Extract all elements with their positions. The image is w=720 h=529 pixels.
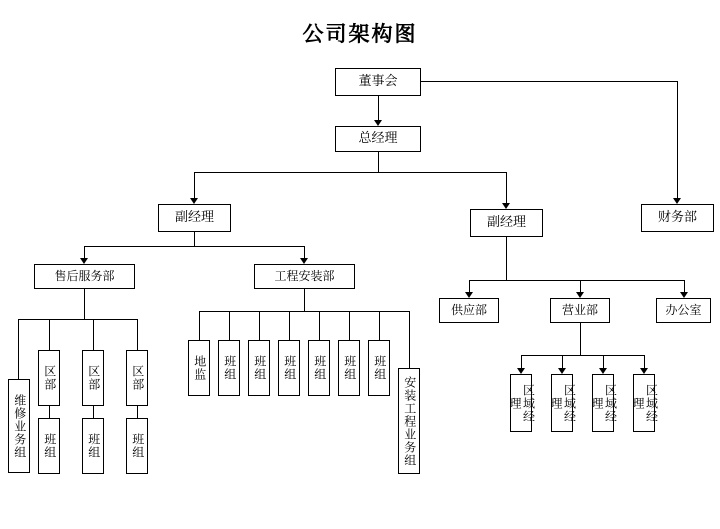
connector-board-finance-h (421, 81, 677, 82)
node-deputy-manager-left[interactable]: 副经理 (158, 204, 231, 232)
connector-dr-to-supply (469, 280, 470, 292)
node-supervisor[interactable]: 地监 (188, 340, 210, 396)
node-region-mgr-2[interactable]: 区域经理 (551, 374, 573, 432)
page-title: 公司架构图 (302, 22, 418, 46)
connector-eng-c6 (379, 311, 380, 340)
node-install-eng-group[interactable]: 安装工程业务组 (398, 368, 420, 474)
connector-as-d2 (93, 319, 94, 350)
connector-dl-bus (84, 246, 305, 247)
connector-sales-bus (521, 355, 644, 356)
connector-as-d3 (137, 319, 138, 350)
connector-eng-bus (199, 311, 409, 312)
node-team-c3[interactable]: 班组 (278, 340, 300, 396)
connector-eng-down (304, 289, 305, 311)
connector-dr-bus (469, 280, 684, 281)
node-district-a1[interactable]: 区部 (38, 350, 60, 406)
connector-eng-c5 (349, 311, 350, 340)
connector-eng-c2 (259, 311, 260, 340)
connector-eng-c0 (199, 311, 200, 340)
connector-dr-to-office (684, 280, 685, 292)
connector-gm-deputy-left-v (194, 172, 195, 198)
connector-dr-down (506, 237, 507, 280)
node-deputy-manager-right[interactable]: 副经理 (470, 209, 543, 237)
node-region-mgr-1[interactable]: 区域经理 (510, 374, 532, 432)
connector-sales-r1 (521, 355, 522, 368)
connector-d2-team (93, 406, 94, 418)
node-team-c4[interactable]: 班组 (308, 340, 330, 396)
node-team-c2[interactable]: 班组 (248, 340, 270, 396)
node-region-mgr-4[interactable]: 区域经理 (633, 374, 655, 432)
node-general-manager[interactable]: 总经理 (335, 126, 421, 152)
connector-gm-bus-h (194, 172, 507, 173)
node-supply-dept[interactable]: 供应部 (439, 298, 499, 323)
connector-dl-to-engineering (304, 246, 305, 258)
node-team-c1[interactable]: 班组 (218, 340, 240, 396)
connector-eng-c4 (319, 311, 320, 340)
connector-gm-bus-v (378, 152, 379, 172)
connector-board-gm (378, 96, 379, 120)
connector-sales-r4 (644, 355, 645, 368)
node-team-c6[interactable]: 班组 (368, 340, 390, 396)
connector-board-finance-v (677, 81, 678, 198)
connector-dl-to-aftersales (84, 246, 85, 258)
node-repair-group[interactable]: 维修业务组 (8, 379, 30, 473)
connector-eng-c1 (229, 311, 230, 340)
connector-as-down (84, 289, 85, 319)
connector-dl-down (194, 232, 195, 246)
connector-sales-r2 (562, 355, 563, 368)
connector-eng-c3 (289, 311, 290, 340)
connector-as-bus (18, 319, 137, 320)
node-region-mgr-3[interactable]: 区域经理 (592, 374, 614, 432)
node-office[interactable]: 办公室 (656, 298, 711, 323)
connector-as-d1 (49, 319, 50, 350)
connector-dr-to-sales (580, 280, 581, 292)
connector-eng-c7 (409, 311, 410, 368)
node-sales-dept[interactable]: 营业部 (550, 298, 610, 323)
node-team-b1[interactable]: 班组 (38, 418, 60, 474)
connector-d3-team (137, 406, 138, 418)
connector-as-left-stub (18, 319, 19, 379)
node-engineering-install-dept[interactable]: 工程安装部 (254, 264, 355, 289)
connector-sales-r3 (603, 355, 604, 368)
node-board[interactable]: 董事会 (335, 68, 421, 96)
node-finance-dept[interactable]: 财务部 (641, 204, 714, 232)
node-team-b3[interactable]: 班组 (126, 418, 148, 474)
node-district-a3[interactable]: 区部 (126, 350, 148, 406)
node-team-c5[interactable]: 班组 (338, 340, 360, 396)
connector-d1-team (49, 406, 50, 418)
node-team-b2[interactable]: 班组 (82, 418, 104, 474)
node-after-sales-dept[interactable]: 售后服务部 (34, 264, 135, 289)
node-district-a2[interactable]: 区部 (82, 350, 104, 406)
connector-gm-deputy-right-v (506, 172, 507, 203)
connector-sales-down (580, 323, 581, 355)
